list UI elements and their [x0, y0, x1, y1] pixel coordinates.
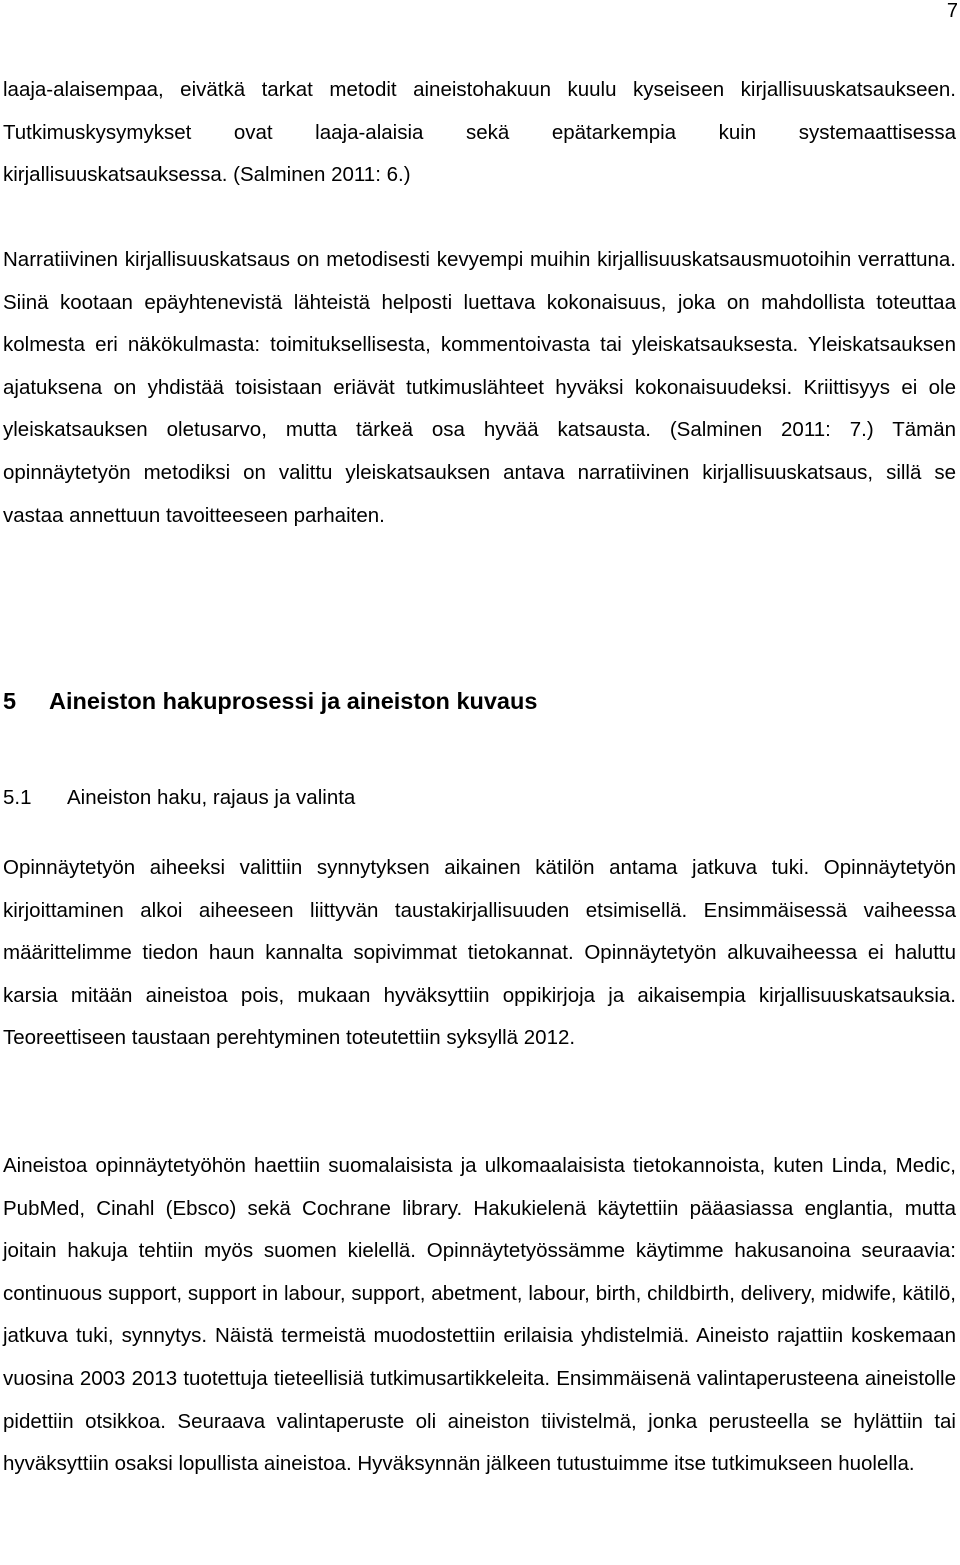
paragraph-intro: laaja-alaisempaa, eivätkä tarkat metodit aineistohakuun kuulu kyseiseen kirjallisuuskatsaukseen. Tutkimuskysymykset ovat laaja-alaisia sekä epätarkempia kuin systemaattisessa kirjallisuuskatsauksessa. (Salminen 2011: 6.) — [3, 78, 956, 187]
paragraph-search-process: Aineistoa opinnäytetyöhön haettiin suomalaisista ja ulkomaalaisista tietokannoista, kuten Linda, Medic, PubMed, Cinahl (Ebsco) sekä Cochrane library. Hakukielenä käytettiin pääasiassa englantia, mutta joitain hakuja tehtiin myös suomen kielellä. Opinnäytetyössämme käytimme hakusanoina seuraavia: continuous support, support in labour, support, abetment, labour, birth, childbirth, delivery, midwife, kätilö, jatkuva tuki, synnytys. Näistä termeistä muodostettiin erilaisia yhdistelmiä. Aineisto rajattiin koskemaan vuosina 2003 2013 tuotettuja tieteellisiä tutkimusartikkeleita. Ensimmäisenä valintaperusteena aineistolle pidettiin otsikkoa. Seuraava valintaperuste oli aineiston tiivistelmä, jonka perusteella se hylättiin tai hyväksyttiin osaksi lopullista aineistoa. Hyväksynnän jälkeen tutustuimme itse tutkimukseen huolella. — [3, 1154, 956, 1476]
paragraph-narrative-review: Narratiivinen kirjallisuuskatsaus on metodisesti kevyempi muihin kirjallisuuskatsausmuotoihin verrattuna. Siinä kootaan epäyhtenevistä lähteistä helposti luettava kokonaisuus, joka on mahdollista toteuttaa kolmesta eri näkökulmasta: toimituksellisesta, kommentoivasta tai yleiskatsauksesta. Yleiskatsauksen ajatuksena on yhdistää toisistaan eriävät tutkimuslähteet hyväksi kokonaisuudeksi. Kriittisyys ei ole yleiskatsauksen oletusarvo, mutta tärkeä osa hyvää katsausta. (Salminen 2011: 7.) Tämän opinnäytetyön metodiksi on valittu yleiskatsauksen antava narratiivinen kirjallisuuskatsaus, sillä se vastaa annettuun tavoitteeseen parhaiten. — [3, 248, 956, 527]
page-number: 7 — [946, 0, 958, 22]
subsection-number: 5.1 — [3, 786, 32, 809]
paragraph-topic-selection: Opinnäytetyön aiheeksi valittiin synnytyksen aikainen kätilön antama jatkuva tuki. Opinnäytetyön kirjoittaminen alkoi aiheeseen liittyvän taustakirjallisuuden etsimisellä. Ensimmäisessä vaiheessa määrittelimme tiedon haun kannalta sopivimmat tietokannat. Opinnäytetyön alkuvaiheessa ei haluttu karsia mitään aineistoa pois, mukaan hyväksyttiin oppikirjoja ja aikaisempia kirjallisuuskatsauksia. Teoreettiseen taustaan perehtyminen toteutettiin syksyllä 2012. — [3, 856, 956, 1050]
section-heading — [3, 681, 537, 721]
subsection-heading — [3, 778, 355, 818]
section-title: Aineiston hakuprosessi ja aineiston kuvaus — [49, 688, 538, 714]
subsection-title: Aineiston haku, rajaus ja valinta — [67, 786, 356, 809]
section-number: 5 — [3, 688, 17, 714]
